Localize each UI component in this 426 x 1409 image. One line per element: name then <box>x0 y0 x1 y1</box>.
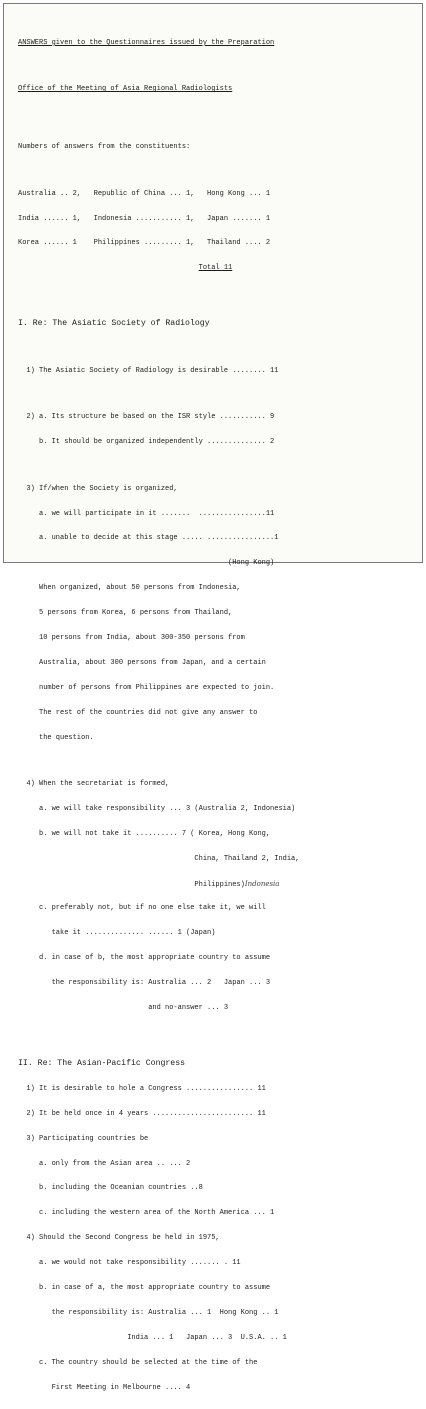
section-1-line: 10 persons from India, about 300-350 persons from <box>18 633 245 642</box>
section-1-line: China, Thailand 2, India, <box>18 854 300 863</box>
constituents-heading: Numbers of answers from the constituents: <box>18 143 191 152</box>
handwritten-note: Indonesia <box>244 879 280 888</box>
document-page <box>3 3 423 1392</box>
section-1-line: Philippines) <box>18 880 245 889</box>
section-2-line: a. we would not take responsibility ....... . 11 <box>18 1259 241 1268</box>
section-1-line: a. we will participate in it ....... ................11 <box>18 509 275 518</box>
section-1-heading: I. Re: The Asiatic Society of Radiology <box>18 319 210 329</box>
section-1-line: c. preferably not, but if no one else take it, we will <box>18 904 266 913</box>
section-1-line: 4) When the secretariat is formed, <box>18 780 170 789</box>
title-line-2: Office of the Meeting of Asia Regional Radiologists <box>18 85 233 94</box>
section-1-line: The rest of the countries did not give any answer to <box>18 708 258 717</box>
section-2-line: b. including the Oceanian countries ..8 <box>18 1184 203 1193</box>
constituents-row: Korea ...... 1 Philippines ......... 1, Thailand .... 2 <box>18 239 271 248</box>
section-2-line: c. The country should be selected at the time of the <box>18 1358 258 1367</box>
constituents-total: Total 11 <box>198 264 233 273</box>
section-2-line: the responsibility is: Australia ... 1 Hong Kong .. 1 <box>18 1308 279 1317</box>
section-1-line: the question. <box>18 733 94 742</box>
section-1-line: a. we will take responsibility ... 3 (Australia 2, Indonesia) <box>18 804 296 813</box>
section-1-line: When organized, about 50 persons from Indonesia, <box>18 584 241 593</box>
section-1-philippines-line <box>18 880 408 888</box>
section-2-line: India ... 1 Japan ... 3 U.S.A. .. 1 <box>18 1333 287 1342</box>
section-1-line: Australia, about 300 persons from Japan, and a certain <box>18 658 266 667</box>
constituents-total-line <box>18 264 408 272</box>
section-2-line: 4) Should the Second Congress be held in 1975, <box>18 1234 220 1243</box>
section-1-line: 5 persons from Korea, 6 persons from Thailand, <box>18 609 233 618</box>
section-2-line: First Meeting in Melbourne .... 4 <box>18 1383 191 1392</box>
section-2-heading: II. Re: The Asian-Pacific Congress <box>18 1058 186 1068</box>
section-1-line: b. It should be organized independently .............. 2 <box>18 438 275 447</box>
section-2-line: c. including the western area of the North America ... 1 <box>18 1209 275 1218</box>
section-1-line: b. we will not take it .......... 7 ( Korea, Hong Kong, <box>18 829 271 838</box>
section-2-line: b. in case of a, the most appropriate country to assume <box>18 1284 271 1293</box>
section-2-line: 2) It be held once in 4 years ........................ 11 <box>18 1109 266 1118</box>
section-1-line: take it .............. ...... 1 (Japan) <box>18 929 216 938</box>
section-1-line: d. in case of b, the most appropriate country to assume <box>18 954 271 963</box>
section-2-line: a. only from the Asian area .. ... 2 <box>18 1159 191 1168</box>
section-1-line: and no-answer ... 3 <box>18 1004 229 1013</box>
section-2-line: 3) Participating countries be <box>18 1134 149 1143</box>
constituents-row: Australia .. 2, Republic of China ... 1, Hong Kong ... 1 <box>18 189 271 198</box>
title-line-1: ANSWERS given to the Questionnaires issued by the Preparation <box>18 38 275 47</box>
section-1-line: a. unable to decide at this stage ..... ................1 <box>18 534 279 543</box>
constituents-row: India ...... 1, Indonesia ........... 1, Japan ....... 1 <box>18 214 271 223</box>
section-1-line: (Hong Kong) <box>18 559 275 568</box>
section-1-line: the responsibility is: Australia ... 2 Japan ... 3 <box>18 979 271 988</box>
section-2-line: 1) It is desirable to hole a Congress ................ 11 <box>18 1084 266 1093</box>
section-1-line: number of persons from Philippines are expected to join. <box>18 683 275 692</box>
section-1-line: 3) If/when the Society is organized, <box>18 484 178 493</box>
section-1-line: 2) a. Its structure be based on the ISR style ........... 9 <box>18 413 275 422</box>
section-1-line: 1) The Asiatic Society of Radiology is desirable ........ 11 <box>18 366 279 375</box>
